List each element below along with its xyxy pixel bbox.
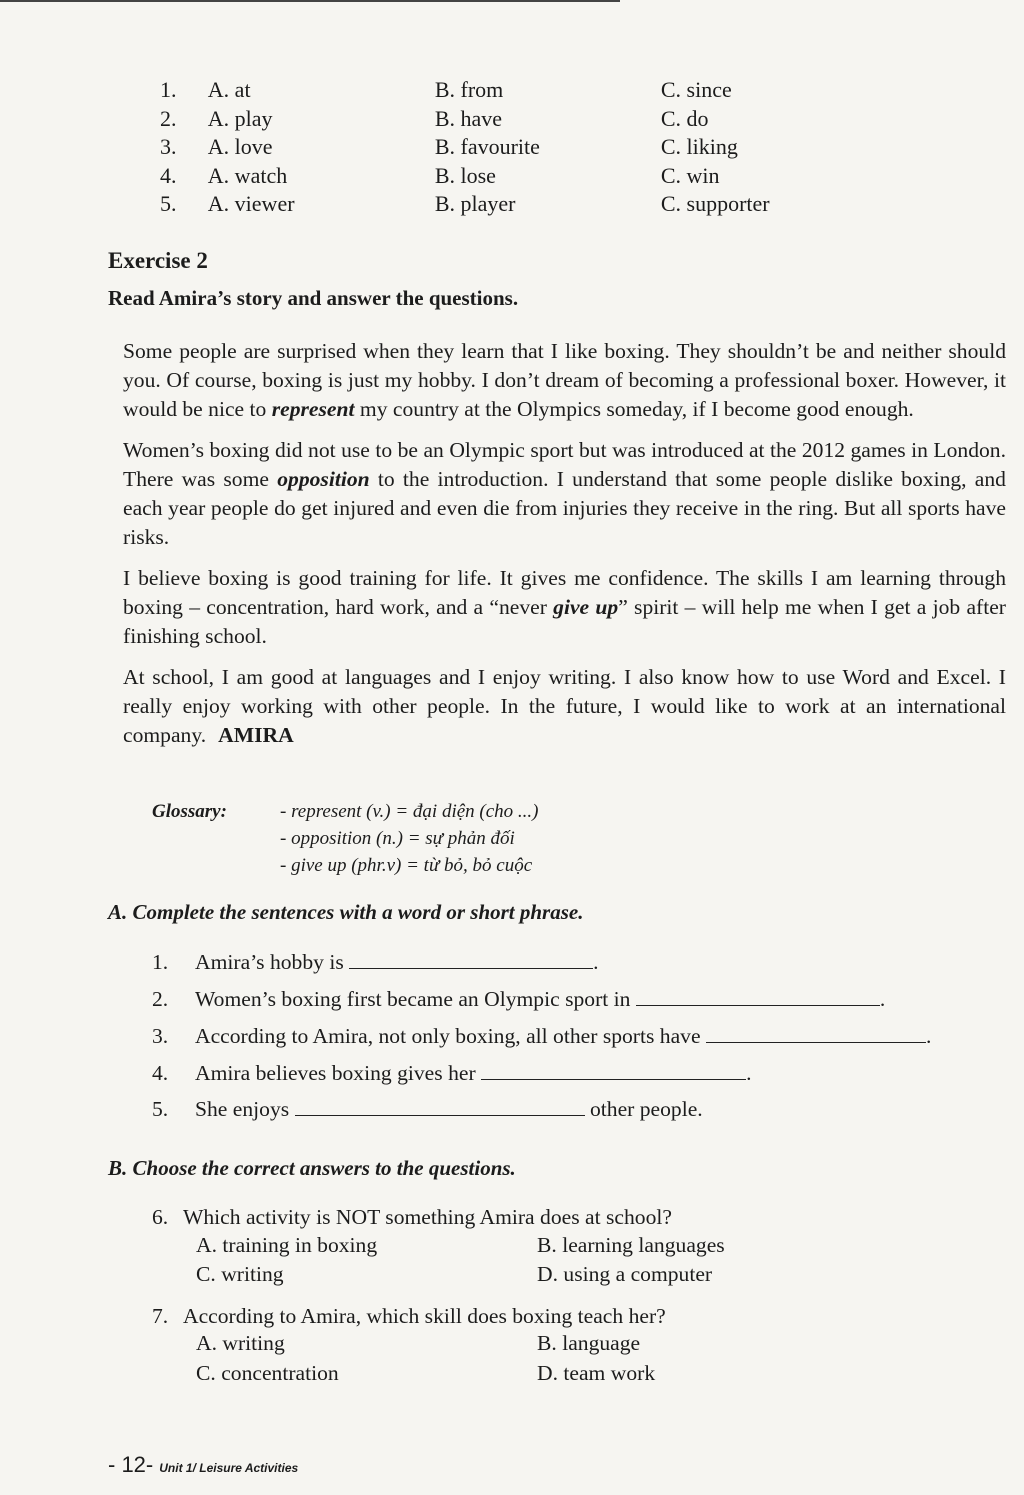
exercise1-options <box>160 76 860 219</box>
answer-blank[interactable] <box>481 1061 746 1080</box>
sentence-end: . <box>746 1061 752 1085</box>
option-b: B. from <box>434 77 504 102</box>
option-a: A. at <box>207 77 251 102</box>
story-paragraph <box>123 337 1006 424</box>
question-number: 7. <box>152 1304 169 1328</box>
option-row <box>160 162 860 191</box>
answer-blank[interactable] <box>636 987 880 1006</box>
option-c: C. supporter <box>660 191 770 216</box>
option-a: A. watch <box>207 162 288 188</box>
option-row <box>160 190 860 219</box>
item-number: 4. <box>152 1061 169 1085</box>
option-number: 5. <box>160 191 177 216</box>
story-author: AMIRA <box>218 723 294 747</box>
story-paragraph <box>123 663 1006 750</box>
text-run: Some people are surprised when they learn that I like boxing. They shouldn’t be and neither should you. Of course, boxing is just my hobby. I don’t dream of becoming a professional boxer. However, it would be nice to <box>123 339 1006 421</box>
answer-blank[interactable] <box>349 950 593 969</box>
glossary-item: - opposition (n.) = sự phản đối <box>280 828 515 849</box>
keyword: opposition <box>277 467 370 491</box>
answer-option[interactable]: A. training in boxing <box>196 1233 378 1257</box>
sentence-end: other people. <box>589 1097 703 1121</box>
text-run: ” spirit – will help me when I get a job after finishing school. <box>123 595 1006 648</box>
text-run: Women’s boxing did not use to be an Olympic sport but was introduced at the 2012 games in London. There was some <box>123 438 1006 491</box>
sentence-text: Women’s boxing first became an Olympic sport in <box>195 987 631 1011</box>
answer-option[interactable]: D. team work <box>537 1361 656 1385</box>
text-run: I believe boxing is good training for life. It gives me confidence. The skills I am learning through boxing – concentration, hard work, and a “never <box>123 566 1006 619</box>
answer-option[interactable]: D. using a computer <box>537 1262 713 1286</box>
sentence-item <box>152 950 599 975</box>
option-a: A. play <box>207 105 273 131</box>
option-a: A. love <box>207 134 273 159</box>
sentence-text: Amira’s hobby is <box>195 950 344 974</box>
item-number: 2. <box>152 987 169 1011</box>
top-rule <box>0 0 620 2</box>
item-number: 3. <box>152 1024 169 1048</box>
text-run: my country at the Olympics someday, if I become good enough. <box>354 397 914 421</box>
option-row <box>160 105 860 134</box>
option-b: B. player <box>434 191 516 216</box>
answer-option[interactable]: C. writing <box>196 1262 284 1286</box>
glossary-item: - represent (v.) = đại diện (cho ...) <box>280 801 539 822</box>
text-run: At school, I am good at languages and I enjoy writing. I also know how to use Word and Excel. I really enjoy working with other people. In the future, I would like to work at an international company. <box>123 665 1006 747</box>
section-a-title: A. Complete the sentences with a word or short phrase. <box>108 900 584 924</box>
option-number: 1. <box>160 77 177 102</box>
sentence-end: . <box>925 1024 932 1048</box>
unit-label: Unit 1/ Leisure Activities <box>159 1461 299 1475</box>
glossary-list <box>280 798 539 879</box>
sentence-text: According to Amira, not only boxing, all other sports have <box>195 1024 701 1048</box>
option-c: C. win <box>660 162 720 188</box>
text-run: to the introduction. I understand that some people dislike boxing, and each year people do get injured and even die from injuries they receive in the ring. But all sports have risks. <box>123 467 1006 549</box>
section-b-title: B. Choose the correct answers to the questions. <box>108 1156 516 1180</box>
option-number: 4. <box>160 162 177 188</box>
answer-blank[interactable] <box>295 1097 585 1116</box>
sentence-text: She enjoys <box>195 1097 290 1121</box>
glossary-item: - give up (phr.v) = từ bỏ, bỏ cuộc <box>280 855 533 876</box>
page-number: - 12- <box>108 1452 154 1477</box>
answer-option[interactable]: C. concentration <box>196 1361 339 1385</box>
item-number: 5. <box>152 1097 169 1121</box>
sentence-item <box>152 987 885 1012</box>
answer-option[interactable]: B. language <box>537 1331 641 1355</box>
glossary-label: Glossary: <box>152 801 227 822</box>
option-row <box>160 133 860 162</box>
sentence-end: . <box>593 950 599 974</box>
option-b: B. lose <box>434 162 496 188</box>
question <box>152 1302 666 1331</box>
story-paragraph <box>123 436 1006 552</box>
option-row <box>160 76 860 105</box>
question-number: 6. <box>152 1205 169 1229</box>
sentence-item <box>152 1024 931 1049</box>
keyword: represent <box>271 397 355 421</box>
keyword: give up <box>553 595 619 619</box>
sentence-text: Amira believes boxing gives her <box>195 1061 476 1085</box>
question-text: Which activity is NOT something Amira does at school? <box>183 1205 672 1229</box>
question <box>152 1203 672 1232</box>
sentence-item <box>152 1061 751 1086</box>
sentence-item <box>152 1097 703 1122</box>
page-footer <box>108 1452 298 1478</box>
option-c: C. do <box>660 105 709 131</box>
option-c: C. since <box>660 77 732 102</box>
option-b: B. have <box>434 105 503 131</box>
sentence-end: . <box>879 987 886 1011</box>
answer-option[interactable]: A. writing <box>196 1331 285 1355</box>
option-c: C. liking <box>660 134 738 159</box>
question-text: According to Amira, which skill does boxing teach her? <box>183 1304 666 1328</box>
exercise-title: Exercise 2 <box>108 248 208 273</box>
item-number: 1. <box>152 950 169 974</box>
option-b: B. favourite <box>434 134 540 159</box>
answer-option[interactable]: B. learning languages <box>537 1233 725 1257</box>
option-number: 2. <box>160 105 177 131</box>
answer-blank[interactable] <box>706 1024 926 1043</box>
story-paragraph <box>123 564 1006 651</box>
exercise-instruction: Read Amira’s story and answer the questions. <box>108 286 519 310</box>
story-text <box>123 337 1006 762</box>
option-a: A. viewer <box>207 191 295 216</box>
option-number: 3. <box>160 134 177 159</box>
